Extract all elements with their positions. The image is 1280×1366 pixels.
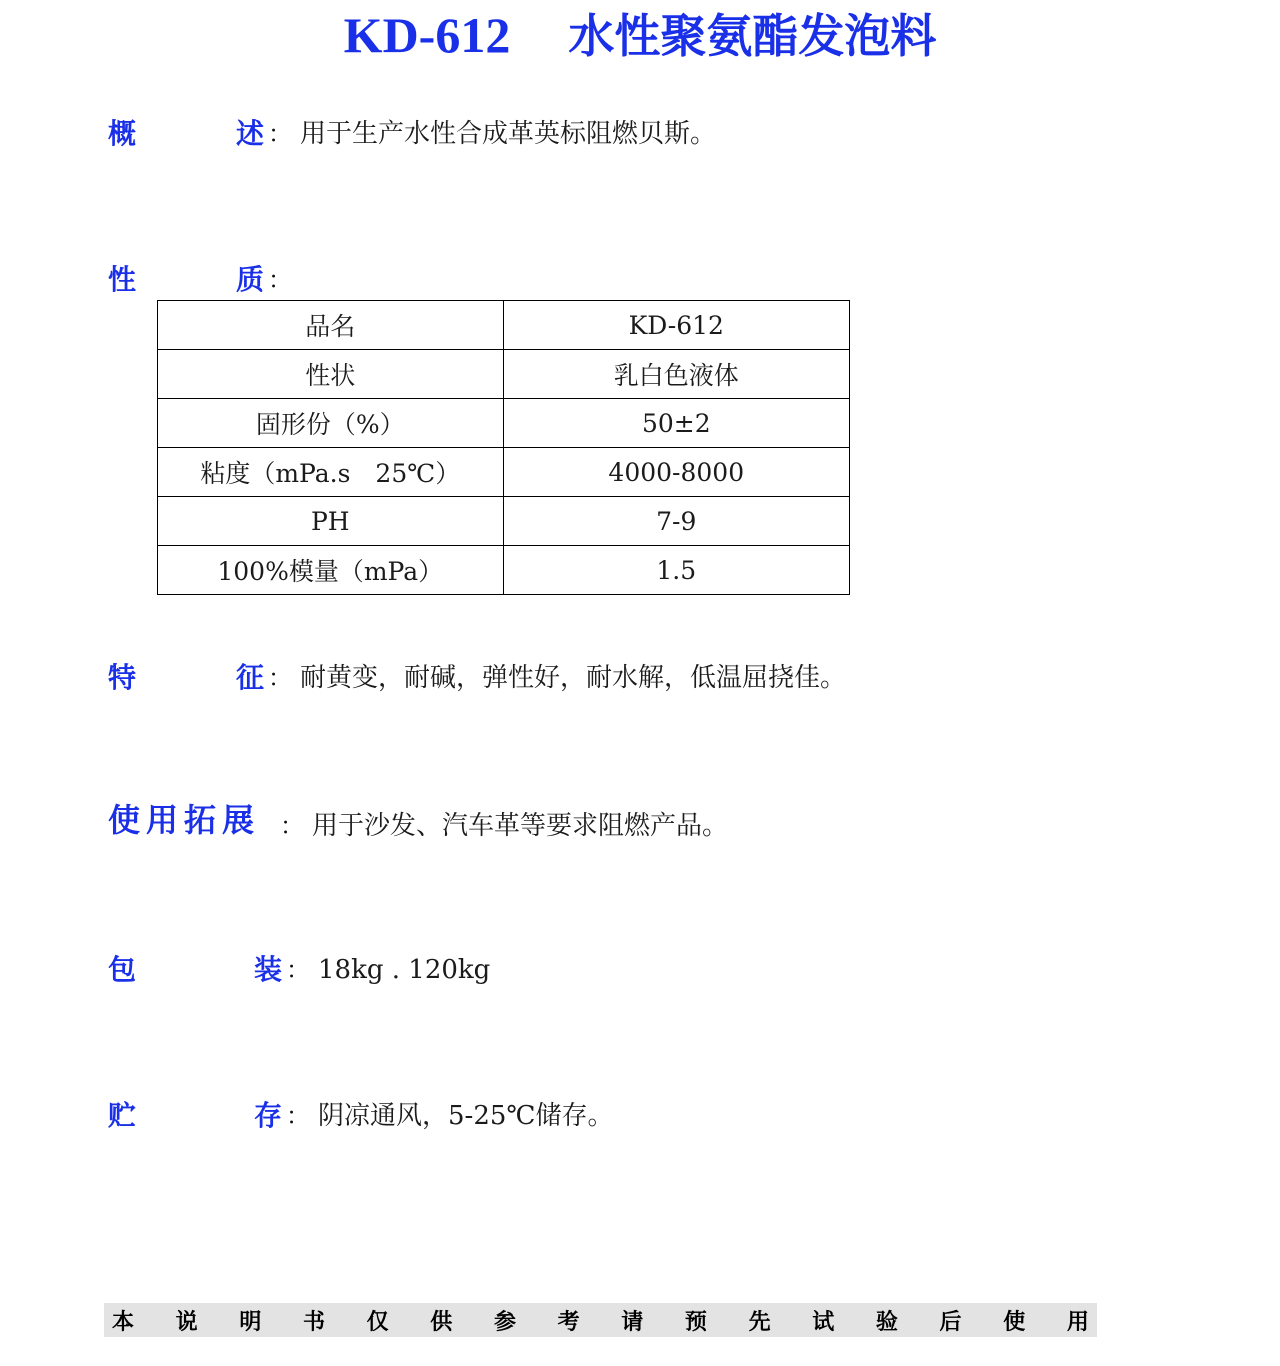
- product-code: KD-612: [343, 7, 511, 63]
- packaging-label-first: 包: [108, 953, 137, 986]
- property-name: 性状: [158, 350, 504, 399]
- disclaimer-char: 供: [430, 1309, 453, 1335]
- features-section: [108, 660, 1108, 700]
- property-name: 粘度（mPa.s 25℃）: [158, 448, 504, 497]
- disclaimer-char: 书: [302, 1309, 325, 1335]
- property-value: 7-9: [503, 497, 849, 546]
- property-value: KD-612: [503, 301, 849, 350]
- disclaimer-char: 明: [239, 1309, 262, 1335]
- property-name: 固形份（%）: [158, 399, 504, 448]
- features-colon: ：: [268, 664, 292, 692]
- property-value: 50±2: [503, 399, 849, 448]
- table-row: [158, 399, 850, 448]
- storage-label-second: 存: [254, 1099, 283, 1132]
- storage-label-first: 贮: [108, 1099, 137, 1132]
- storage-text: 阴凉通风，5-25℃储存。: [318, 1101, 614, 1131]
- table-row: [158, 350, 850, 399]
- storage-section: [108, 1098, 908, 1138]
- property-value: 1.5: [503, 546, 849, 595]
- property-name: PH: [158, 497, 504, 546]
- table-row: [158, 301, 850, 350]
- disclaimer-char: 先: [748, 1309, 771, 1335]
- property-value: 乳白色液体: [503, 350, 849, 399]
- disclaimer-bar: [104, 1303, 1097, 1337]
- table-row: [158, 448, 850, 497]
- property-value: 4000-8000: [503, 448, 849, 497]
- packaging-section: [108, 952, 808, 992]
- packaging-text: 18kg . 120kg: [318, 955, 491, 985]
- disclaimer-char: 本: [112, 1309, 135, 1335]
- packaging-colon: ：: [286, 956, 310, 984]
- applications-label: 使用拓展: [108, 801, 261, 839]
- properties-label-second: 质: [236, 263, 265, 296]
- disclaimer-char: 说: [175, 1309, 198, 1335]
- disclaimer-char: 仅: [366, 1309, 389, 1335]
- disclaimer-char: 用: [1066, 1309, 1089, 1335]
- properties-colon: ：: [268, 266, 292, 294]
- features-label-first: 特: [108, 661, 137, 694]
- overview-colon: ：: [268, 120, 292, 148]
- features-text: 耐黄变，耐碱，弹性好，耐水解，低温屈挠佳。: [300, 663, 847, 693]
- applications-text: 用于沙发、汽车革等要求阻燃产品。: [312, 811, 729, 841]
- overview-label-second: 述: [236, 117, 265, 150]
- property-name: 品名: [158, 301, 504, 350]
- overview-label-first: 概: [108, 117, 137, 150]
- features-label-second: 征: [236, 661, 265, 694]
- overview-text: 用于生产水性合成革英标阻燃贝斯。: [300, 119, 717, 149]
- disclaimer-char: 使: [1003, 1309, 1026, 1335]
- disclaimer-char: 参: [493, 1309, 516, 1335]
- product-name: 水性聚氨酯发泡料: [568, 9, 937, 63]
- properties-label-first: 性: [108, 263, 137, 296]
- disclaimer-char: 试: [812, 1309, 835, 1335]
- table-row: [158, 497, 850, 546]
- packaging-label-second: 装: [254, 953, 283, 986]
- property-name: 100%模量（mPa）: [158, 546, 504, 595]
- overview-section: [108, 116, 1008, 156]
- document-title: [0, 4, 1280, 67]
- disclaimer-char: 后: [939, 1309, 962, 1335]
- properties-section: [108, 262, 408, 302]
- disclaimer-char: 预: [684, 1309, 707, 1335]
- disclaimer-char: 考: [557, 1309, 580, 1335]
- properties-table: [157, 300, 850, 595]
- disclaimer-char: 验: [875, 1309, 898, 1335]
- disclaimer-char: 请: [621, 1309, 644, 1335]
- applications-section: [108, 801, 1008, 848]
- storage-colon: ：: [286, 1102, 310, 1130]
- applications-colon: ：: [280, 812, 304, 840]
- table-row: [158, 546, 850, 595]
